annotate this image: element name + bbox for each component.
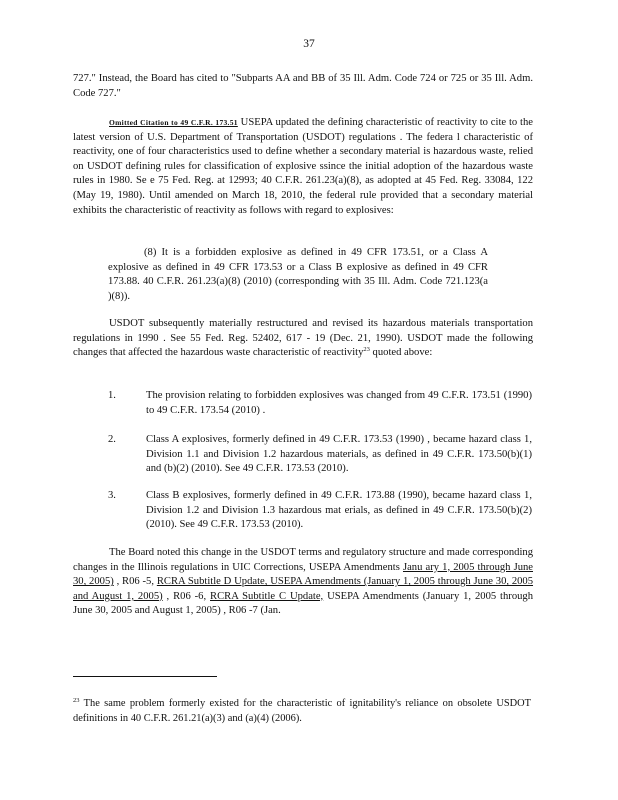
paragraph-board-changes: [73, 546, 533, 619]
footnote: [73, 697, 531, 726]
list-item-number: 2.: [108, 434, 116, 445]
list-item-text: The provision relating to forbidden explosives was changed from 49 C.F.R. 173.51 (1990) to 49 C.F.R. 173.54 (2010) .: [146, 390, 532, 416]
paragraph-text: USEPA updated the defining characteristic of reactivity to cite to the latest version of U.S. Department of Transportation (USDOT) regulations . The federa l characteristic of reactivity, one of four characteristics used to define whether a secondary material is hazardous waste, relied on USDOT defining rules for classification of explosive ssince the initial adoption of the hazardous waste rules in 1980. Se e 75 Fed. Reg. at 12993; 40 C.F.R. 261.23(a)(8), as adopted at 45 Fed. Reg. 33084, 122 (May 19, 1980). Until amended on March 18, 2010, the federal rule provided that a secondary material exhibits the characteristic of reactivity as follows with regard to explosives:: [73, 117, 533, 216]
paragraph-text: USDOT subsequently materially restructured and revised its hazardous materials transportation regulations in 1990 . See 55 Fed. Reg. 52402, 617 - 19 (Dec. 21, 1990). USDOT made the following changes that affected the hazardous waste characteristic of reactivity: [73, 318, 533, 359]
footnote-text: The same problem formerly existed for the characteristic of ignitability's reliance on obsolete USDOT definitions in 40 C.F.R. 261.21(a)(3) and (a)(4) (2006).: [73, 698, 531, 724]
block-quote: (8) It is a forbidden explosive as defined in 49 CFR 173.51, or a Class A explosive as defined in 49 CFR 173.53 or a Class B explosive as defined in 49 CFR 173.88. 40 C.F.R. 261.23(a)(8) (2010) (corresponding with 35 Ill. Adm. Code 721.123(a )(8)).: [108, 247, 488, 302]
section-heading: Omitted Citation to 49 C.F.R. 173.51: [109, 118, 238, 127]
paragraph-usdot-changes: [73, 317, 533, 361]
footnote-reference: 23: [363, 346, 370, 354]
footnote-divider: [73, 676, 217, 677]
paragraph-continuation: 727." Instead, the Board has cited to "Subparts AA and BB of 35 Ill. Adm. Code 724 or 725 or 35 Ill. Adm. Code 727.": [73, 73, 533, 99]
list-item-number: 3.: [108, 490, 116, 501]
paragraph-tail: quoted above:: [369, 347, 433, 359]
list-item-number: 1.: [108, 390, 116, 401]
docket-number: , R06 -6,: [162, 590, 210, 602]
list-item-text: Class A explosives, formerly defined in 49 C.F.R. 173.53 (1990) , became hazard class 1, Division 1.1 and Division 1.2 hazardous materials, as defined in 49 C.F.R. 173.50(b)(1) and (b)(2) (2010). See 49 C.F.R. 173.53 (2010).: [146, 434, 532, 475]
underlined-citation: RCRA Subtitle C Update,: [210, 590, 324, 602]
page-number: 37: [303, 38, 315, 50]
underlined-citation: Janu ary 1, 2005 through June 30, 2005): [73, 561, 533, 588]
underlined-citation: RCRA Subtitle D Update, USEPA Amendments (January 1, 2005 through June 30, 2005 and August 1, 2005): [73, 576, 534, 602]
paragraph-text: The Board noted this change in the USDOT terms and regulatory structure and made corresponding changes in the Illinois regulations in UIC Corrections, USEPA Amendments: [73, 547, 533, 573]
footnote-number: 23: [73, 697, 80, 704]
paragraph-omitted-citation: [73, 116, 533, 218]
list-item-text: Class B explosives, formerly defined in 49 C.F.R. 173.88 (1990), became hazard class 1, Division 1.2 and Division 1.3 hazardous mat erials, as defined in 49 C.F.R. 173.50(b)(2) (2010). See 49 C.F.R. 173.53 (2010).: [146, 490, 532, 531]
docket-number: , R06 -5,: [113, 576, 157, 588]
paragraph-tail: USEPA Amendments (January 1, 2005 through June 30, 2005 and August 1, 2005) , R06 -7 (Jan.: [73, 590, 534, 617]
